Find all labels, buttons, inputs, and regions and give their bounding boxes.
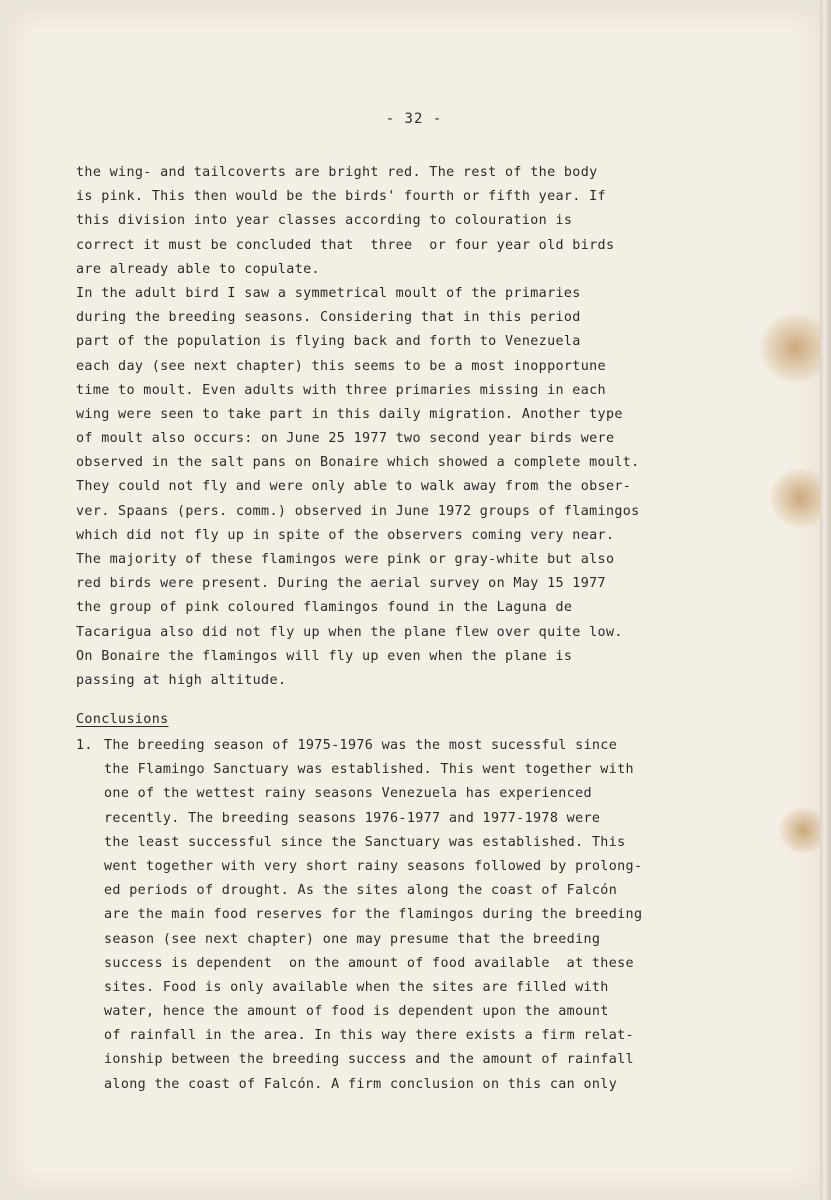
text-line: Tacarigua also did not fly up when the plane flew over quite low.: [76, 624, 623, 640]
text-line: ver. Spaans (pers. comm.) observed in June 1972 groups of flamingos: [76, 503, 640, 519]
text-line: the wing- and tailcoverts are bright red. The rest of the body: [76, 165, 598, 180]
text-line: ionship between the breeding success and the amount of rainfall: [104, 1052, 634, 1068]
text-line: the group of pink coloured flamingos found in the Laguna de: [76, 600, 573, 616]
text-line: On Bonaire the flamingos will fly up even when the plane is: [76, 648, 573, 664]
text-line: correct it must be concluded that three or four year old birds: [76, 237, 615, 253]
text-line: water, hence the amount of food is dependent upon the amount: [104, 1004, 609, 1020]
text-line: recently. The breeding seasons 1976-1977 and 1977-1978 were: [104, 810, 601, 826]
text-line: sites. Food is only available when the sites are filled with: [104, 979, 609, 995]
list-item-text: [104, 734, 642, 1097]
text-line: which did not fly up in spite of the observers coming very near.: [76, 527, 615, 543]
text-line: this division into year classes according to colouration is: [76, 213, 573, 229]
text-line: part of the population is flying back and forth to Venezuela: [76, 334, 581, 350]
body-paragraph: [76, 161, 756, 693]
text-line: time to moult. Even adults with three primaries missing in each: [76, 382, 606, 398]
text-line: season (see next chapter) one may presume that the breeding: [104, 931, 601, 947]
stain-mark: [760, 313, 820, 383]
text-line: one of the wettest rainy seasons Venezuela has experienced: [104, 786, 592, 802]
text-line: of rainfall in the area. In this way there exists a firm relat-: [104, 1028, 634, 1044]
conclusions-heading: Conclusions: [76, 712, 169, 727]
stain-mark: [778, 808, 820, 853]
text-line: The breeding season of 1975-1976 was the most sucessful since: [104, 738, 618, 753]
text-line: went together with very short rainy seasons followed by prolong-: [104, 858, 643, 874]
text-line: In the adult bird I saw a symmetrical moult of the primaries: [76, 285, 581, 301]
text-line: the least successful since the Sanctuary was established. This: [104, 834, 626, 850]
next-page-edge: [820, 0, 831, 1200]
text-line: success is dependent on the amount of food available at these: [104, 955, 634, 971]
list-item-number: 1.: [76, 738, 93, 753]
text-line: during the breeding seasons. Considering that in this period: [76, 310, 581, 326]
text-line: are the main food reserves for the flamingos during the breeding: [104, 907, 643, 923]
text-line: ed periods of drought. As the sites along the coast of Falcón: [104, 883, 618, 899]
conclusions-list: [76, 734, 766, 1092]
text-line: along the coast of Falcón. A firm conclusion on this can only: [104, 1076, 618, 1092]
page-number: - 32 -: [385, 111, 443, 127]
text-line: are already able to copulate.: [76, 261, 320, 277]
text-line: of moult also occurs: on June 25 1977 two second year birds were: [76, 431, 615, 447]
stain-mark: [770, 468, 820, 528]
text-line: passing at high altitude.: [76, 672, 287, 688]
text-line: each day (see next chapter) this seems to be a most inopportune: [76, 358, 606, 374]
text-line: They could not fly and were only able to walk away from the obser-: [76, 479, 632, 495]
document-page: [8, 8, 820, 1192]
text-line: is pink. This then would be the birds' fourth or fifth year. If: [76, 189, 606, 205]
text-line: the Flamingo Sanctuary was established. This went together with: [104, 762, 634, 778]
text-line: wing were seen to take part in this daily migration. Another type: [76, 406, 623, 422]
text-line: observed in the salt pans on Bonaire which showed a complete moult.: [76, 455, 640, 471]
text-line: red birds were present. During the aerial survey on May 15 1977: [76, 576, 606, 592]
text-line: The majority of these flamingos were pink or gray-white but also: [76, 552, 615, 567]
